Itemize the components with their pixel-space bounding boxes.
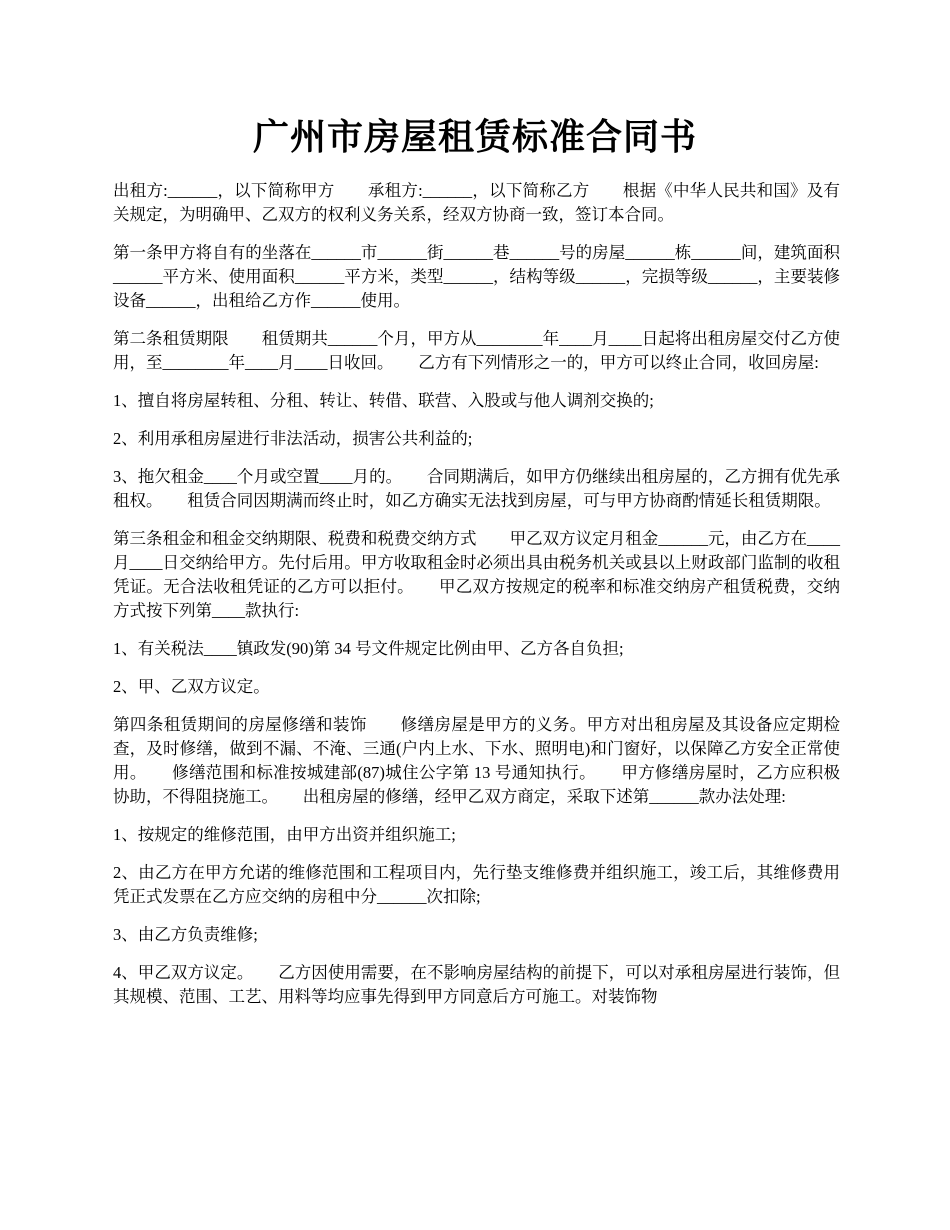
paragraph-article-2: 第二条租赁期限 租赁期共______个月，甲方从________年____月____日起将出租房屋交付乙方使用，至________年____月____日收回。 乙方有下列情形之一的，甲方可以终止合同，收回房屋: [113,329,840,372]
list-item: 1、有关税法____镇政发(90)第 34 号文件规定比例由甲、乙方各自负担; [113,639,624,658]
document-body [113,179,840,1023]
list-item: 2、由乙方在甲方允诺的维修范围和工程项目内，先行垫支维修费并组织施工，竣工后，其维修费用凭正式发票在乙方应交纳的房租中分______次扣除; [113,863,840,906]
paragraph-parties: 出租方:______，以下简称甲方 承租方:______，以下简称乙方 根据《中华人民共和国》及有关规定，为明确甲、乙双方的权利义务关系，经双方协商一致，签订本合同。 [113,181,840,224]
paragraph-article-1: 第一条甲方将自有的坐落在______市______街______巷______号的房屋______栋______间，建筑面积______平方米、使用面积______平方米，类型______，结构等级______，完损等级______，主要装修设备______，出租给乙方作______使用。 [113,243,841,310]
list-item: 3、拖欠租金____个月或空置____月的。 合同期满后，如甲方仍继续出租房屋的，乙方拥有优先承租权。 租赁合同因期满而终止时，如乙方确实无法找到房屋，可与甲方协商酌情延长租赁期限。 [113,467,840,510]
list-item: 2、利用承租房屋进行非法活动，损害公共利益的; [113,429,473,448]
list-item: 1、按规定的维修范围，由甲方出资并组织施工; [113,825,456,844]
list-item: 1、擅自将房屋转租、分租、转让、转借、联营、入股或与他人调剂交换的; [113,391,654,410]
list-item: 2、甲、乙双方议定。 [113,677,270,696]
list-item: 4、甲乙双方议定。 乙方因使用需要，在不影响房屋结构的前提下，可以对承租房屋进行装饰，但其规模、范围、工艺、用料等均应事先得到甲方同意后方可施工。对装饰物 [113,963,840,1006]
paragraph-article-4: 第四条租赁期间的房屋修缮和装饰 修缮房屋是甲方的义务。甲方对出租房屋及其设备应定期检查，及时修缮，做到不漏、不淹、三通(户内上水、下水、照明电)和门窗好，以保障乙方安全正常使用。 修缮范围和标准按城建部(87)城住公字第 13 号通知执行。 甲方修缮房屋时，乙方应积极协助，不得阻挠施工。 出租房屋的修缮，经甲乙双方商定，采取下述第______款办法处理: [113,715,840,806]
document-title: 广州市房屋租赁标准合同书 [252,117,697,157]
list-item: 3、由乙方负责维修; [113,925,258,944]
paragraph-article-3: 第三条租金和租金交纳期限、税费和税费交纳方式 甲乙双方议定月租金______元，由乙方在____月____日交纳给甲方。先付后用。甲方收取租金时必须出具由税务机关或县以上财政部门监制的收租凭证。无合法收租凭证的乙方可以拒付。 甲乙双方按规定的税率和标准交纳房产租赁税费，交纳方式按下列第____款执行: [113,529,840,620]
